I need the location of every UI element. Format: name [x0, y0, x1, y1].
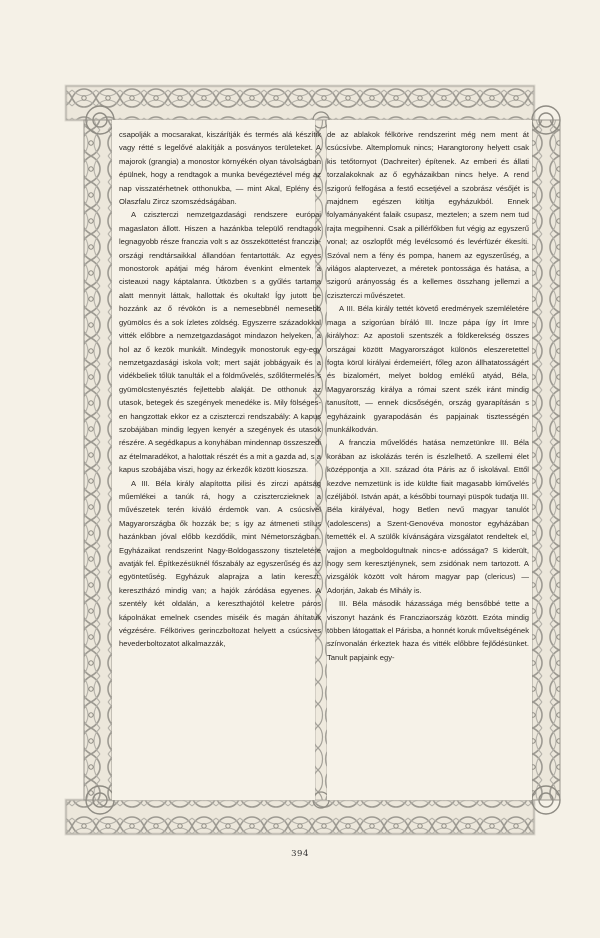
top-border-band	[66, 86, 534, 120]
paragraph: A III. Béla király tettét követő eredmények szemléletére maga a szigorúan bíráló III. Incze pápa így írt Imre királyhoz: Az apostoli szentszék a földkerekség összes országai között Magyarországot különös eleszeretettel fogta körül királyai érdemeiért, főleg azon állhatatosságért és bizalomért, melyet boldog emlékű atyád, Béla, Magyarország királya a római szent szék iránt mindig tanusított, — ennek dicsőségén, ország gyarapításán s egyházaink gyarapodásán és papjainak tisztességén munkálkodván.	[327, 304, 529, 434]
paragraph: A franczia művelődés hatása nemzetünkre III. Béla korában az iskolázás terén is észlelhető. A szellemi élet középpontja a XII. század óta Páris az ő iskolával. Ettől kezdve nemzetünk is ide küldte fiait magasabb kiművelés czéljából. István apát, a későbbi tournayi püspök tudatja III. Béla királyéval, hogy Betlen nevű magyar tanulót (adolescens) a Szent-Genovéva monostor egyházában temették el. A szülők kívánságára vizsgálatot rendeltek el, vajjon a megboldogultnak nincs-e adóssága? S kiderült, hogy sem keresztjénynek, sem zsidónak nem tartozott. A vizsgálók között volt három magyar pap (clericus) — Adorján, Jakab és Mihály is.	[327, 438, 529, 595]
left-text-column	[119, 128, 321, 651]
bottom-border-band	[66, 800, 534, 834]
paragraph: de az ablakok félkörive rendszerint még nem ment át csúcsívbe. Altemplomuk nincs; Harangtorony helyett csak kis tetőtornyot (Dachreiter) építenek. Az emberi és állati torzalakoknak az ő egyházaikban nincs helye. A rend szigorú felfogása a festő ecsetjével a szobrász vésőjét is majdnem egészen kitiltja egyházukból. Ennek folyamányaként falaik csupasz, meztelen; a szem nem tud rajta megpihenni. Csak a pillérfőkben fut végig az egyszerű vonal; az oszlopfőt még levélcsomó és levérfüzér ékesíti. Szóval nem a fény és pompa, hanem az egyszerűség, a világos alaptervezet, a méretek pontossága és hatása, a szigorú arányosság és a kellemes összhang jellemzi a cziszterczi művészetet.	[327, 130, 529, 300]
left-border-band	[84, 120, 112, 800]
right-text-column	[327, 128, 529, 664]
page-number: 394	[291, 849, 309, 859]
paragraph: A cziszterczi nemzetgazdasági rendszere európai magaslaton állott. Hiszen a hazánkba települő rendtagok legnagyobb része franczia volt s az összeköttetést francziaországi rendtársaikkal állandóan fentartották. Az egyes monostorok apátjai még három évenkint elmentek a cisteauxi nagy káptalanra. Útközben s a gyűlés tartama alatt mennyit láttak, hallottak és okultak! Így jutott be hozzánk az ő révökön is a nemesebbnél nemesebb gyümölcs és a sok ízletes zöldség. Egyszerre századokkal vitték előbbre a nemzetgazdaságot mindazon helyeken, a hol az ő kezök munkált. Mindegyik monostoruk egy-egy nemzetgazdasági iskola volt; mert saját jobbágyaik és a vidékbeliek tőlük tanulták el a földművelés, szőlőtermelés s gyümölcstenyésztés fejlettebb alakját. De otthonuk az utasok, betegek és szegények menedéke is. Mily fölségesen hangzottak ekkor ez a cziszterczi rendszabály: A kapus szobájában mindig legyen kenyér a szegények és utasok részére. A segédkapus a konyhában mindennap összeszedi az ételmaradékot, a halottak részét és a mit a gazda ad, s a kapus szobájába viszi, hogy az érkezők között kioszsza.	[119, 210, 321, 475]
paragraph: A III. Béla király alapította pilisi és zirczi apátság műemlékei a tanúk rá, hogy a cziszterczieknek a művészetek terén kiváló érdemök van. A csúcsível Magyarországba ők hozzák be; s így az átmeneti stílus hazánkban jóval előbb kezdődik, mint Németországban. Egyházaikat rendszerint Nagy-Boldogasszony tiszteletére avatják fel. Építkezésüknél főszabály az egyszerűség és az egyöntetűség. Egyházuk alaprajza a latin kereszt; keresztházó mindig van; a hajók záródása egyenes. A szentély két oldalán, a kereszthajótól keletre páros kápolnákat emelnek csendes miséik és magán áhítatuk végzésére. Félkörives gerinczboltozat helyett a csúcsives hevederboltozatot alkalmazzák,	[119, 478, 321, 649]
paragraph: III. Béla második házassága még bensőbbé tette a viszonyt hazánk és Francziaország között. Ezóta mindig többen látogattak el Párisba, a honnét koruk műveltségének színvonalán érkeztek haza és vitték előbbre fejlődésünket. Tanult papjaink egy-	[327, 599, 529, 662]
right-border-band	[532, 120, 560, 800]
paragraph: csapolják a mocsarakat, kiszárítják és termés alá készítik vagy rétté s legelővé alakítják a posványos területeket. A majorok (grangia) a monostor környékén olyan távolságban épülnek, hogy a rendtagok a munka bevégeztével még az nap visszatérhetnek otthonukba, — mint Akal, Eplény és Olaszfalu Zircz szomszédságában.	[119, 130, 321, 207]
